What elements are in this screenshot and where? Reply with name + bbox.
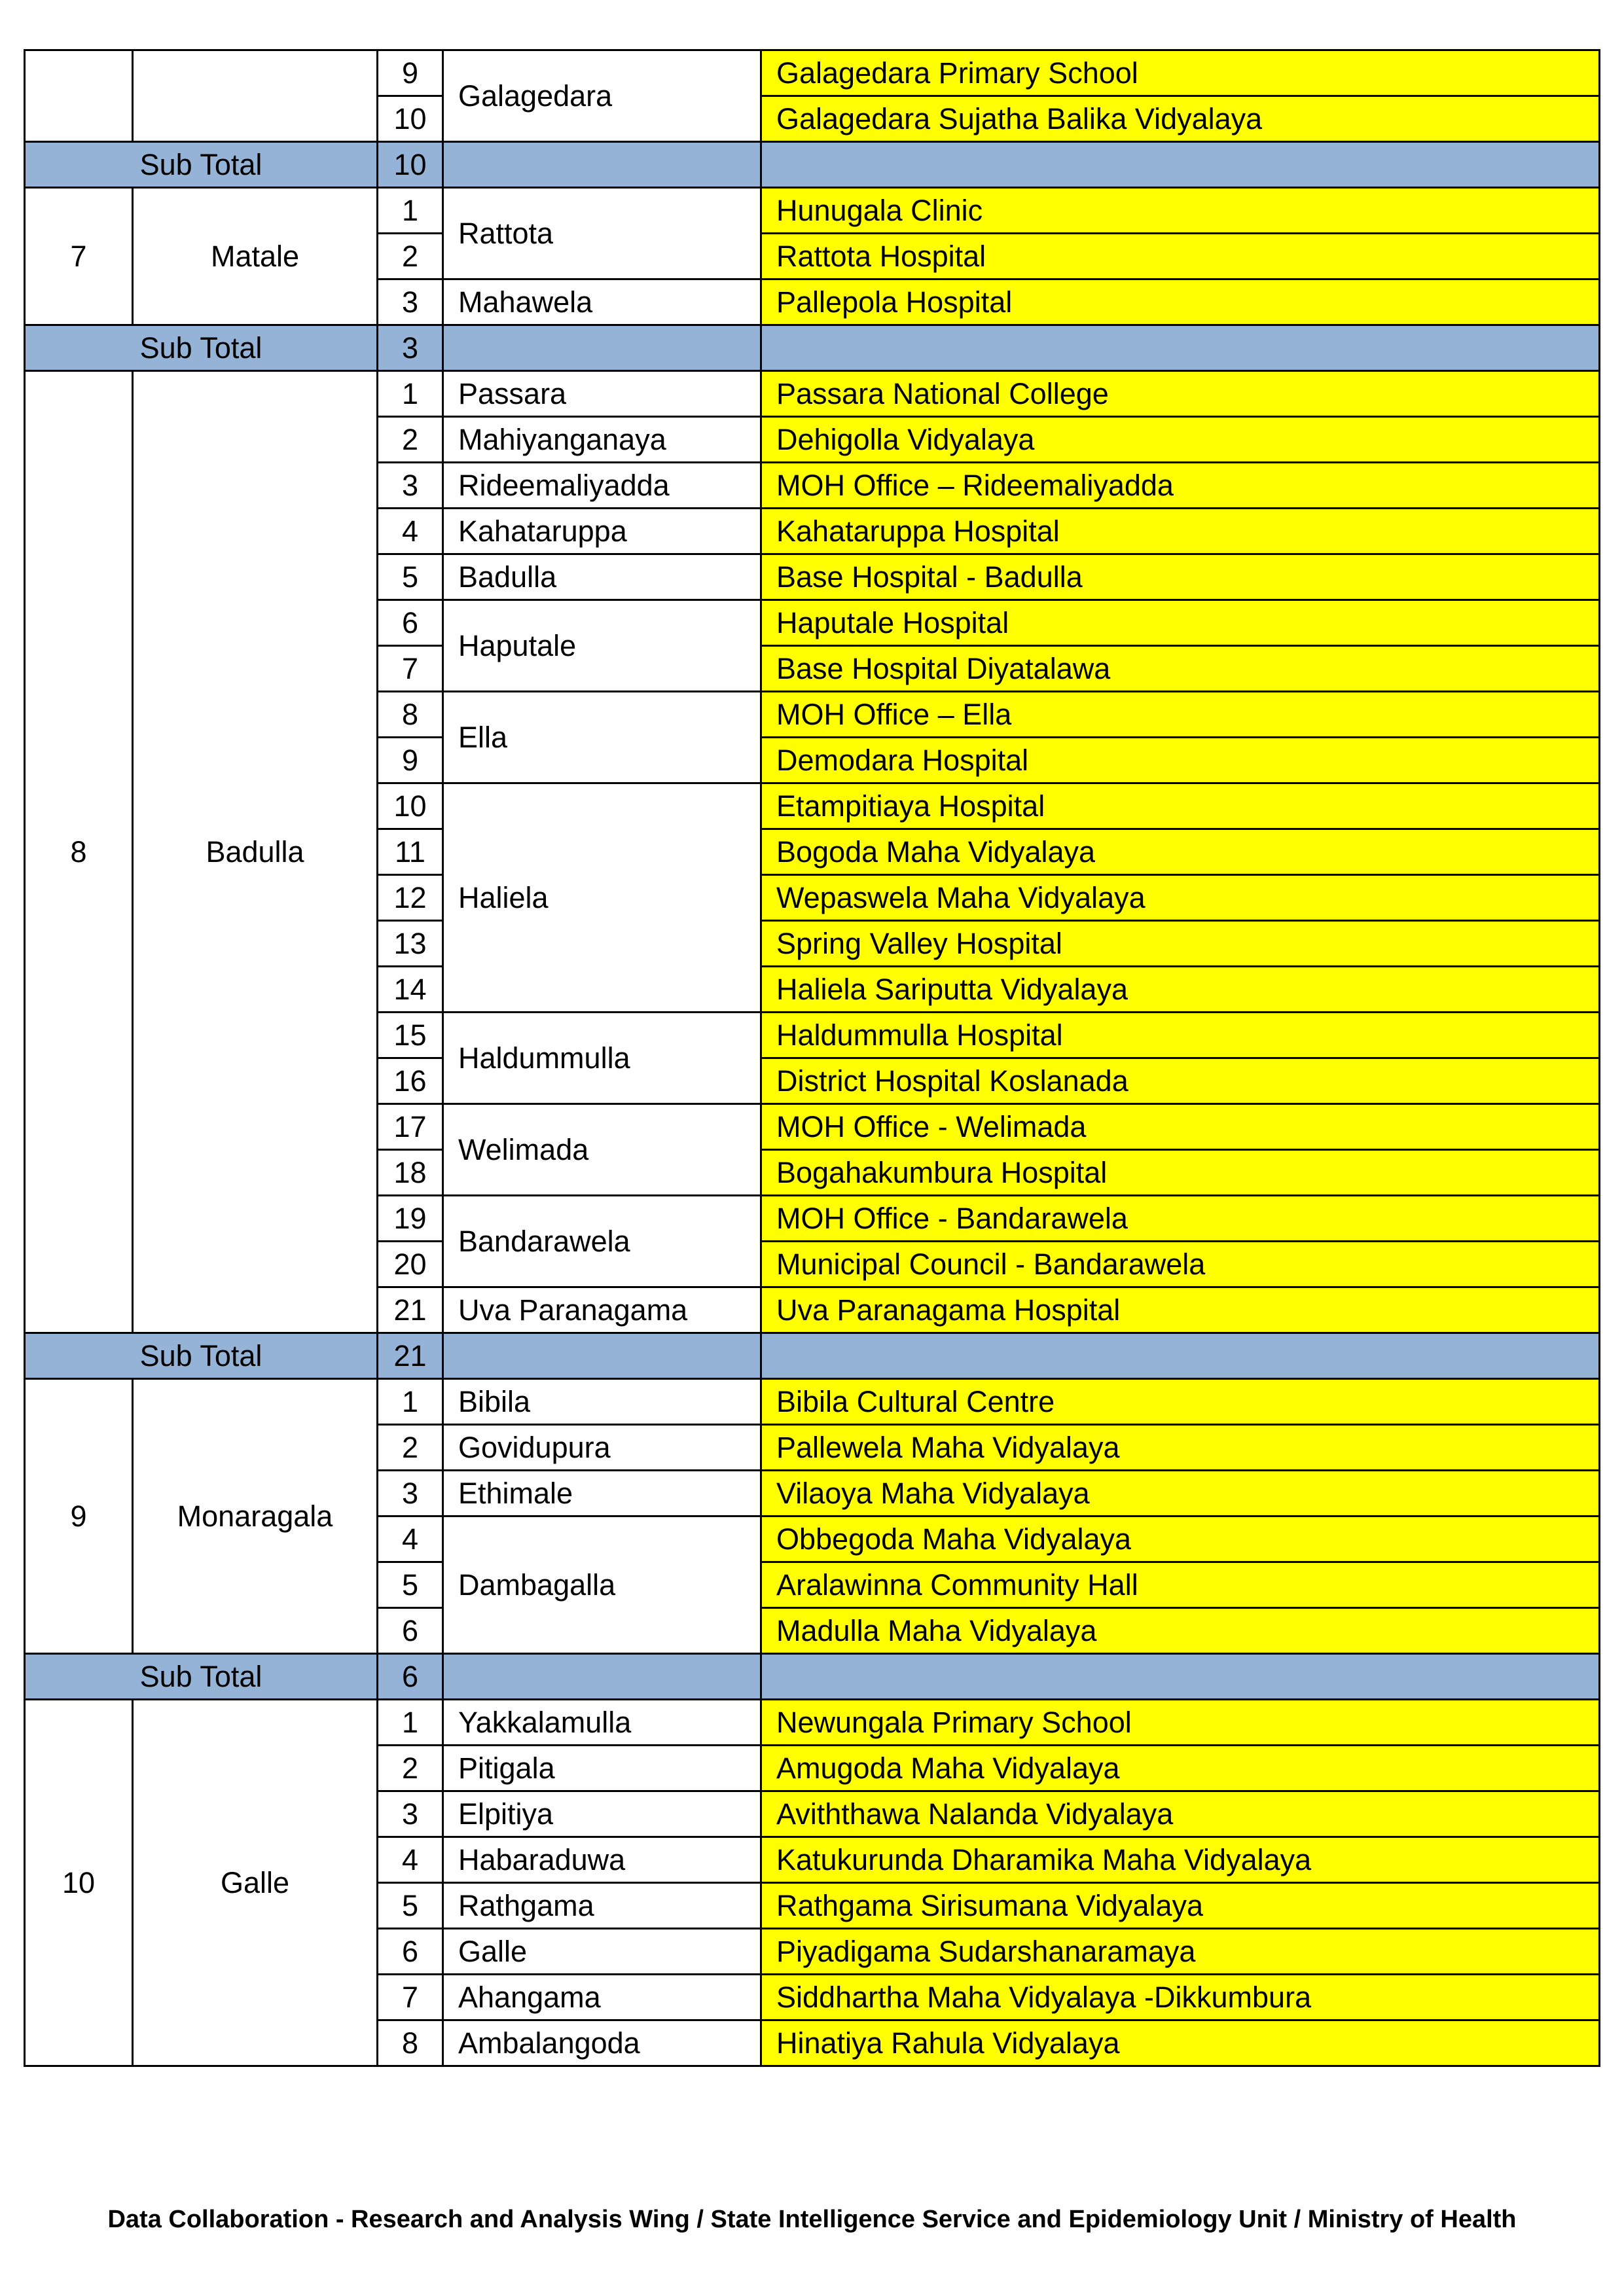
site-name: Demodara Hospital [761,738,1600,783]
site-name: Spring Valley Hospital [761,921,1600,967]
table-row [25,188,1600,234]
district-name: Badulla [133,371,378,1333]
subtotal-label: Sub Total [25,142,378,188]
subtotal-value: 10 [378,142,443,188]
subtotal-row [25,142,1600,188]
subtotal-label: Sub Total [25,1654,378,1700]
site-number: 18 [378,1150,443,1196]
site-name: Aviththawa Nalanda Vidyalaya [761,1791,1600,1837]
district-number: 10 [25,1700,133,2066]
site-name: Haputale Hospital [761,600,1600,646]
site-name: Newungala Primary School [761,1700,1600,1746]
footer-credit: Data Collaboration - Research and Analysis Wing / State Intelligence Service and Epidemiology Unit / Ministry of Health [107,2206,1517,2233]
site-number: 17 [378,1104,443,1150]
moh-area: Haputale [443,600,761,692]
site-name: Hinatiya Rahula Vidyalaya [761,2020,1600,2066]
sites-table-container [24,49,1598,2067]
moh-area: Habaraduwa [443,1837,761,1883]
moh-area: Mahawela [443,279,761,325]
site-number: 10 [378,783,443,829]
site-number: 9 [378,738,443,783]
site-name: Bibila Cultural Centre [761,1379,1600,1425]
site-number: 4 [378,1837,443,1883]
moh-area: Bandarawela [443,1196,761,1287]
district-number [25,50,133,142]
site-number: 10 [378,96,443,142]
subtotal-empty-site [761,1654,1600,1700]
site-name: Katukurunda Dharamika Maha Vidyalaya [761,1837,1600,1883]
site-name: Pallepola Hospital [761,279,1600,325]
subtotal-label: Sub Total [25,1333,378,1379]
subtotal-row [25,325,1600,371]
site-number: 9 [378,50,443,96]
site-name: Galagedara Sujatha Balika Vidyalaya [761,96,1600,142]
site-name: MOH Office – Rideemaliyadda [761,463,1600,509]
site-number: 2 [378,1746,443,1791]
moh-area: Mahiyanganaya [443,417,761,463]
moh-area: Ahangama [443,1975,761,2020]
moh-area: Rideemaliyadda [443,463,761,509]
site-name: Siddhartha Maha Vidyalaya -Dikkumbura [761,1975,1600,2020]
site-number: 3 [378,279,443,325]
site-number: 4 [378,1516,443,1562]
moh-area: Galagedara [443,50,761,142]
site-number: 15 [378,1013,443,1058]
site-name: Bogahakumbura Hospital [761,1150,1600,1196]
site-name: District Hospital Koslanada [761,1058,1600,1104]
moh-area: Haldummulla [443,1013,761,1104]
site-name: Etampitiaya Hospital [761,783,1600,829]
site-name: Rathgama Sirisumana Vidyalaya [761,1883,1600,1929]
district-name [133,50,378,142]
moh-area: Passara [443,371,761,417]
subtotal-empty-site [761,325,1600,371]
sites-table [24,49,1600,2067]
moh-area: Badulla [443,554,761,600]
site-name: Haliela Sariputta Vidyalaya [761,967,1600,1013]
district-name: Galle [133,1700,378,2066]
moh-area: Welimada [443,1104,761,1196]
moh-area: Elpitiya [443,1791,761,1837]
subtotal-label: Sub Total [25,325,378,371]
district-number: 8 [25,371,133,1333]
site-name: Passara National College [761,371,1600,417]
site-number: 12 [378,875,443,921]
site-number: 8 [378,2020,443,2066]
subtotal-empty-area [443,325,761,371]
site-number: 21 [378,1287,443,1333]
site-number: 2 [378,417,443,463]
site-number: 20 [378,1242,443,1287]
moh-area: Yakkalamulla [443,1700,761,1746]
site-number: 1 [378,371,443,417]
table-row [25,371,1600,417]
site-number: 3 [378,1471,443,1516]
site-number: 7 [378,646,443,692]
site-number: 1 [378,1379,443,1425]
site-number: 5 [378,1883,443,1929]
site-number: 14 [378,967,443,1013]
site-name: Wepaswela Maha Vidyalaya [761,875,1600,921]
district-number: 7 [25,188,133,325]
moh-area: Kahataruppa [443,509,761,554]
site-name: MOH Office – Ella [761,692,1600,738]
site-name: Amugoda Maha Vidyalaya [761,1746,1600,1791]
site-number: 1 [378,1700,443,1746]
site-number: 16 [378,1058,443,1104]
site-name: Rattota Hospital [761,234,1600,279]
moh-area: Pitigala [443,1746,761,1791]
table-row [25,1700,1600,1746]
site-name: Bogoda Maha Vidyalaya [761,829,1600,875]
site-name: Pallewela Maha Vidyalaya [761,1425,1600,1471]
site-number: 5 [378,554,443,600]
moh-area: Bibila [443,1379,761,1425]
site-number: 2 [378,1425,443,1471]
moh-area: Ella [443,692,761,783]
moh-area: Uva Paranagama [443,1287,761,1333]
site-name: Haldummulla Hospital [761,1013,1600,1058]
sites-table-body [25,50,1600,2066]
site-number: 6 [378,1608,443,1654]
site-name: Uva Paranagama Hospital [761,1287,1600,1333]
moh-area: Rathgama [443,1883,761,1929]
site-number: 3 [378,1791,443,1837]
site-number: 8 [378,692,443,738]
table-row [25,50,1600,96]
district-number: 9 [25,1379,133,1654]
site-number: 7 [378,1975,443,2020]
moh-area: Govidupura [443,1425,761,1471]
site-name: Base Hospital - Badulla [761,554,1600,600]
district-name: Matale [133,188,378,325]
subtotal-value: 6 [378,1654,443,1700]
subtotal-value: 3 [378,325,443,371]
site-name: Piyadigama Sudarshanaramaya [761,1929,1600,1975]
subtotal-empty-site [761,142,1600,188]
moh-area: Rattota [443,188,761,279]
district-name: Monaragala [133,1379,378,1654]
subtotal-empty-area [443,1333,761,1379]
site-name: Galagedara Primary School [761,50,1600,96]
moh-area: Haliela [443,783,761,1013]
subtotal-empty-area [443,142,761,188]
site-name: Municipal Council - Bandarawela [761,1242,1600,1287]
moh-area: Ambalangoda [443,2020,761,2066]
site-name: Vilaoya Maha Vidyalaya [761,1471,1600,1516]
site-name: Hunugala Clinic [761,188,1600,234]
subtotal-row [25,1333,1600,1379]
site-number: 6 [378,600,443,646]
moh-area: Ethimale [443,1471,761,1516]
site-name: MOH Office - Welimada [761,1104,1600,1150]
site-number: 2 [378,234,443,279]
table-row [25,1379,1600,1425]
site-name: Aralawinna Community Hall [761,1562,1600,1608]
moh-area: Dambagalla [443,1516,761,1654]
site-number: 13 [378,921,443,967]
subtotal-row [25,1654,1600,1700]
site-number: 19 [378,1196,443,1242]
site-number: 5 [378,1562,443,1608]
site-number: 6 [378,1929,443,1975]
site-number: 4 [378,509,443,554]
subtotal-empty-area [443,1654,761,1700]
moh-area: Galle [443,1929,761,1975]
subtotal-empty-site [761,1333,1600,1379]
site-name: Dehigolla Vidyalaya [761,417,1600,463]
site-name: Base Hospital Diyatalawa [761,646,1600,692]
site-number: 3 [378,463,443,509]
site-number: 11 [378,829,443,875]
site-name: Kahataruppa Hospital [761,509,1600,554]
site-name: Madulla Maha Vidyalaya [761,1608,1600,1654]
site-name: Obbegoda Maha Vidyalaya [761,1516,1600,1562]
site-name: MOH Office - Bandarawela [761,1196,1600,1242]
site-number: 1 [378,188,443,234]
subtotal-value: 21 [378,1333,443,1379]
